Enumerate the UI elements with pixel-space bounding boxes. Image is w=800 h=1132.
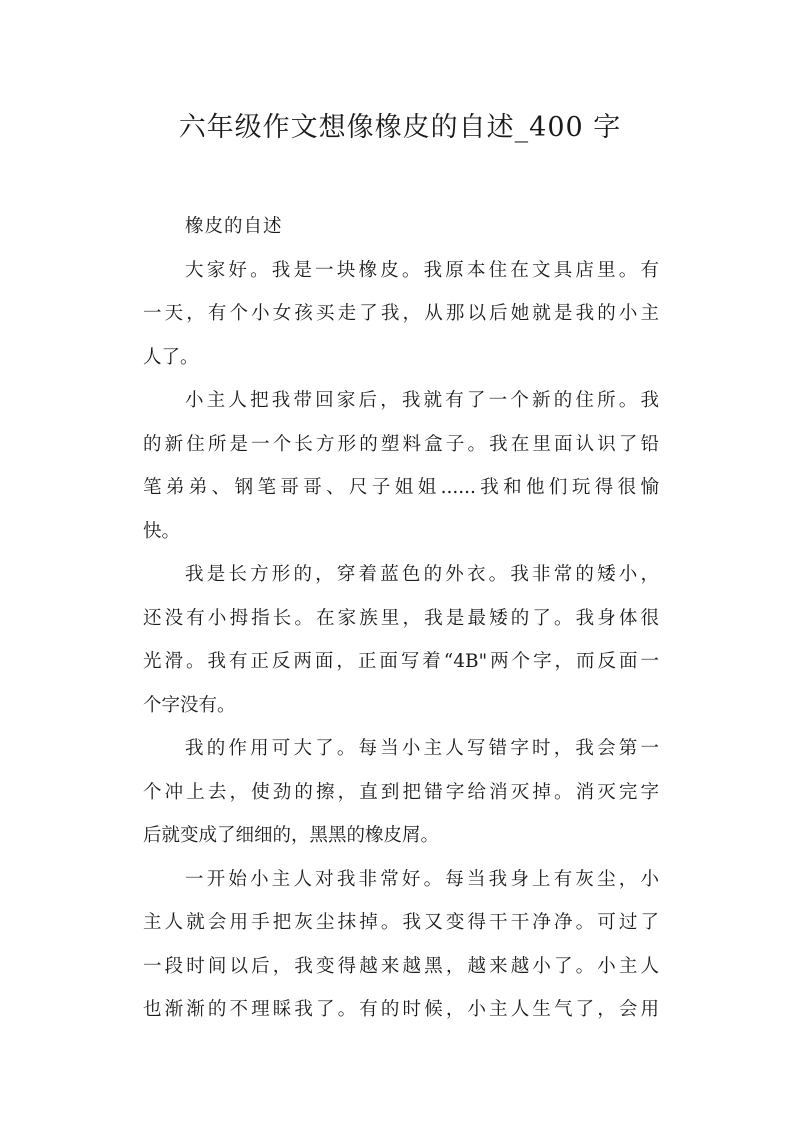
text-line: 一段时间以后，我变得越来越黑，越来越小了。小主人 [143,955,659,977]
document-body [143,205,659,1032]
text-line: 大家好。我是一块橡皮。我原本住在文具店里。有 [185,259,659,281]
text-line: 后就变成了细细的，黑黑的橡皮屑。 [143,825,440,846]
essay-subheading: 橡皮的自述 [185,216,283,237]
paragraph [143,249,659,380]
text-line: 我的作用可大了。每当小主人写错字时，我会第一 [185,738,659,759]
text-line: 一天，有个小女孩买走了我，从那以后她就是我的小主 [143,303,659,324]
text-line: 小主人把我带回家后，我就有了一个新的住所。我 [185,390,659,411]
paragraph [143,379,659,553]
text-line: 个冲上去，使劲的擦，直到把错字给消灭掉。消灭完字 [143,781,659,803]
text-line: 我是长方形的，穿着蓝色的外衣。我非常的矮小， [185,564,659,585]
text-line: 人了。 [143,346,199,368]
text-line: 主人就会用手把灰尘抹掉。我又变得干干净净。可过了 [143,912,659,933]
paragraph [143,727,659,858]
text-line: 还没有小拇指长。在家族里，我是最矮的了。我身体很 [143,607,659,629]
text-line: 光滑。我有正反两面，正面写着“4B"两个字，而反面一 [143,651,659,672]
text-line: 的新住所是一个长方形的塑料盒子。我在里面认识了铅 [143,433,659,455]
document-title: 六年级作文想像橡皮的自述_400 字 [178,112,622,143]
paragraph [143,553,659,727]
text-line: 笔弟弟、钢笔哥哥、尺子姐姐......我和他们玩得很愉 [143,477,659,498]
text-line: 快。 [143,520,181,542]
paragraph [143,858,659,1032]
text-line: 也渐渐的不理睬我了。有的时候，小主人生气了，会用 [143,999,659,1020]
text-line: 个字没有。 [143,694,236,716]
text-line: 一开始小主人对我非常好。每当我身上有灰尘，小 [185,868,659,890]
